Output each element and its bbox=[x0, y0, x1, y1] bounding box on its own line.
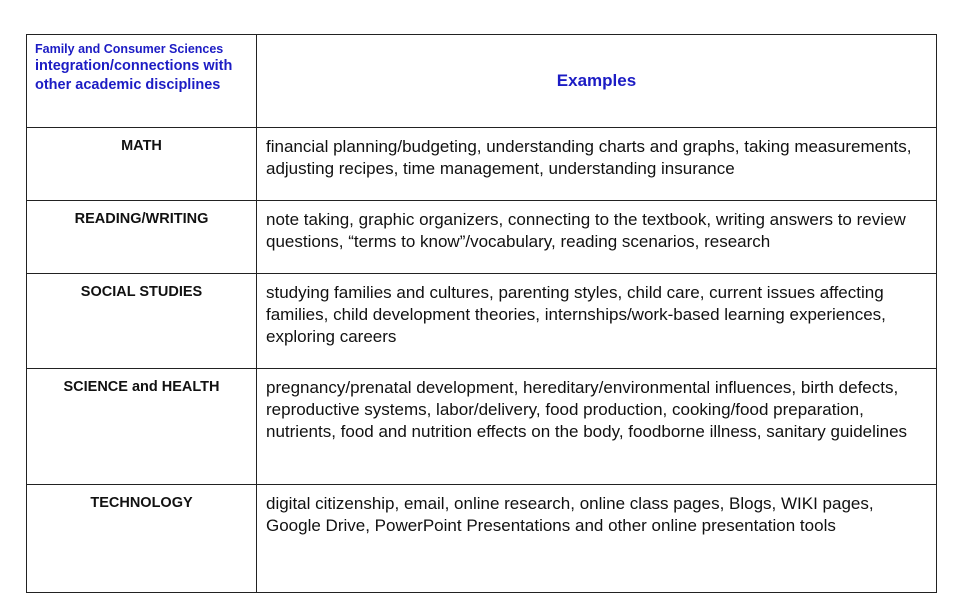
subject-reading-writing: READING/WRITING bbox=[27, 201, 257, 274]
integration-table bbox=[26, 34, 937, 593]
table-row bbox=[27, 369, 937, 485]
header-discipline-cell bbox=[27, 35, 257, 128]
table-row bbox=[27, 128, 937, 201]
header-title-small: Family and Consumer Sciences bbox=[35, 42, 224, 56]
table-row bbox=[27, 485, 937, 593]
subject-social-studies: SOCIAL STUDIES bbox=[27, 274, 257, 369]
header-title-large: integration/connections with other academic disciplines bbox=[35, 58, 233, 93]
examples-math: financial planning/budgeting, understanding charts and graphs, taking measurements, adjusting recipes, time management, understanding insurance bbox=[257, 128, 937, 201]
subject-technology: TECHNOLOGY bbox=[27, 485, 257, 593]
examples-social-studies: studying families and cultures, parenting styles, child care, current issues affecting families, child development theories, internships/work-based learning experiences, exploring careers bbox=[257, 274, 937, 369]
subject-science-health: SCIENCE and HEALTH bbox=[27, 369, 257, 485]
subject-math: MATH bbox=[27, 128, 257, 201]
examples-science-health: pregnancy/prenatal development, hereditary/environmental influences, birth defects, reproductive systems, labor/delivery, food production, cooking/food preparation, nutrients, food and nutrition effects on the body, foodborne illness, sanitary guidelines bbox=[257, 369, 937, 485]
table-header-row bbox=[27, 35, 937, 128]
header-examples-cell: Examples bbox=[257, 35, 937, 128]
table-row bbox=[27, 274, 937, 369]
examples-reading-writing: note taking, graphic organizers, connecting to the textbook, writing answers to review questions, “terms to know”/vocabulary, reading scenarios, research bbox=[257, 201, 937, 274]
examples-technology: digital citizenship, email, online research, online class pages, Blogs, WIKI pages, Google Drive, PowerPoint Presentations and other online presentation tools bbox=[257, 485, 937, 593]
table-row bbox=[27, 201, 937, 274]
